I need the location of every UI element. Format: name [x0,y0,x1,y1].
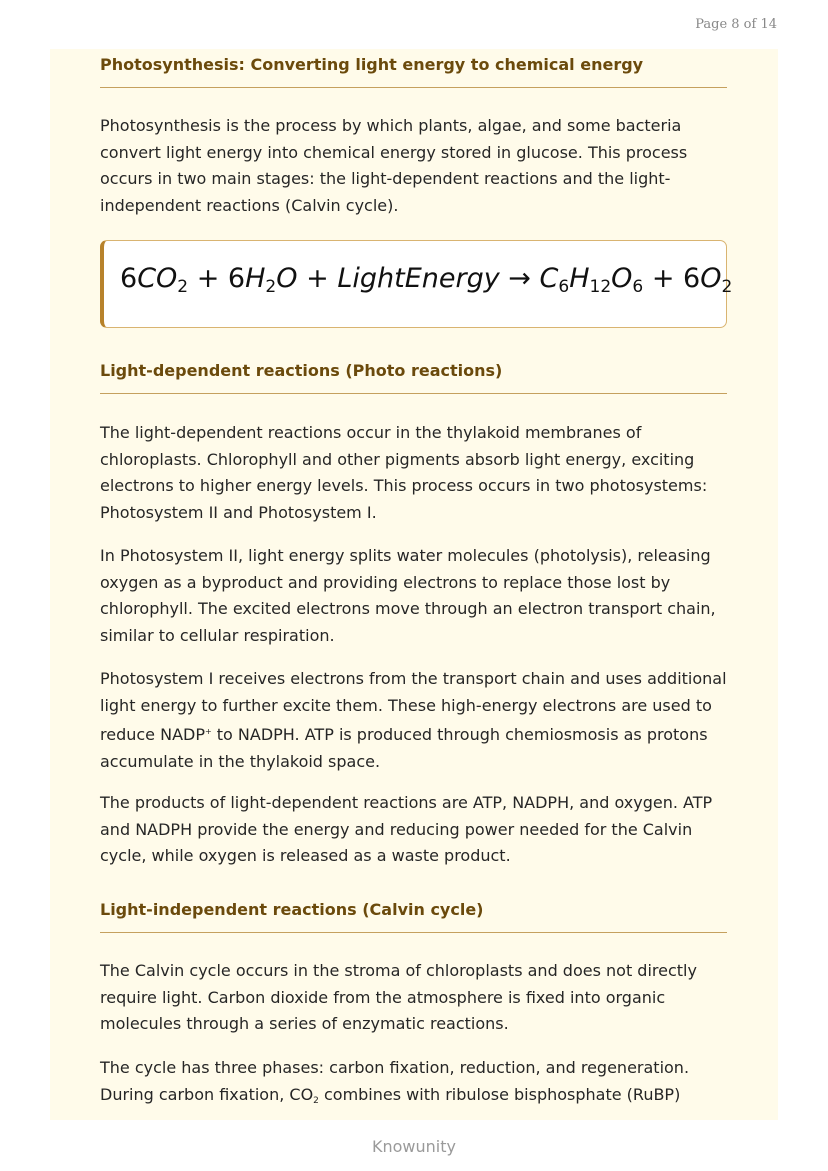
heading-rule [100,87,727,88]
light-dependent-paragraph-1: The light-dependent reactions occur in the thylakoid membranes of chloroplasts. Chlorophyll and other pigments absorb light energy, exciting electrons to higher energy levels. This process occurs in two photosystems: Photosystem II and Photosystem I. [100,423,708,523]
photosynthesis-equation: $6CO_2 + 6H_2O$ + LightEnergy → $C_6H_{12}O_6 + 6O_2$ [120,263,733,297]
note-sheet [50,49,778,1120]
calvin-cycle-paragraph-2: The cycle has three phases: carbon fixation, reduction, and regeneration. During carbon fixation, $CO_2$ combines with ribulose bisphosphate (RuBP) [100,1058,690,1106]
calvin-cycle-paragraph-1: The Calvin cycle occurs in the stroma of chloroplasts and does not directly require light. Carbon dioxide from the atmosphere is fixed into organic molecules through a series of enzymatic reactions. [100,961,697,1034]
section-heading-light-dependent: Light-dependent reactions (Photo reactions) [100,361,503,380]
light-dependent-paragraph-2: In Photosystem II, light energy splits water molecules (photolysis), releasing oxygen as a byproduct and providing electrons to replace those lost by chlorophyll. The excited electrons move through an electron transport chain, similar to cellular respiration. [100,546,716,646]
heading-rule [100,393,727,394]
intro-paragraph: Photosynthesis is the process by which plants, algae, and some bacteria convert light energy into chemical energy stored in glucose. This process occurs in two main stages: the light-dependent reactions and the light-independent reactions (Calvin cycle). [100,116,688,216]
heading-rule [100,932,727,933]
page-indicator: Page 8 of 14 [695,17,777,32]
section-heading-calvin-cycle: Light-independent reactions (Calvin cycle) [100,900,484,919]
light-dependent-paragraph-4: The products of light-dependent reactions are ATP, NADPH, and oxygen. ATP and NADPH provide the energy and reducing power needed for the Calvin cycle, while oxygen is released as a waste product. [100,793,713,866]
light-dependent-paragraph-3: Photosystem I receives electrons from the transport chain and uses additional light energy to further excite them. These high-energy electrons are used to reduce NADP+ to NADPH. ATP is produced through chemiosmosis as protons accumulate in the thylakoid space. [100,669,727,772]
section-heading-photosynthesis: Photosynthesis: Converting light energy to chemical energy [100,55,644,74]
footer-brand: Knowunity [372,1137,456,1156]
equation-box [100,240,733,328]
